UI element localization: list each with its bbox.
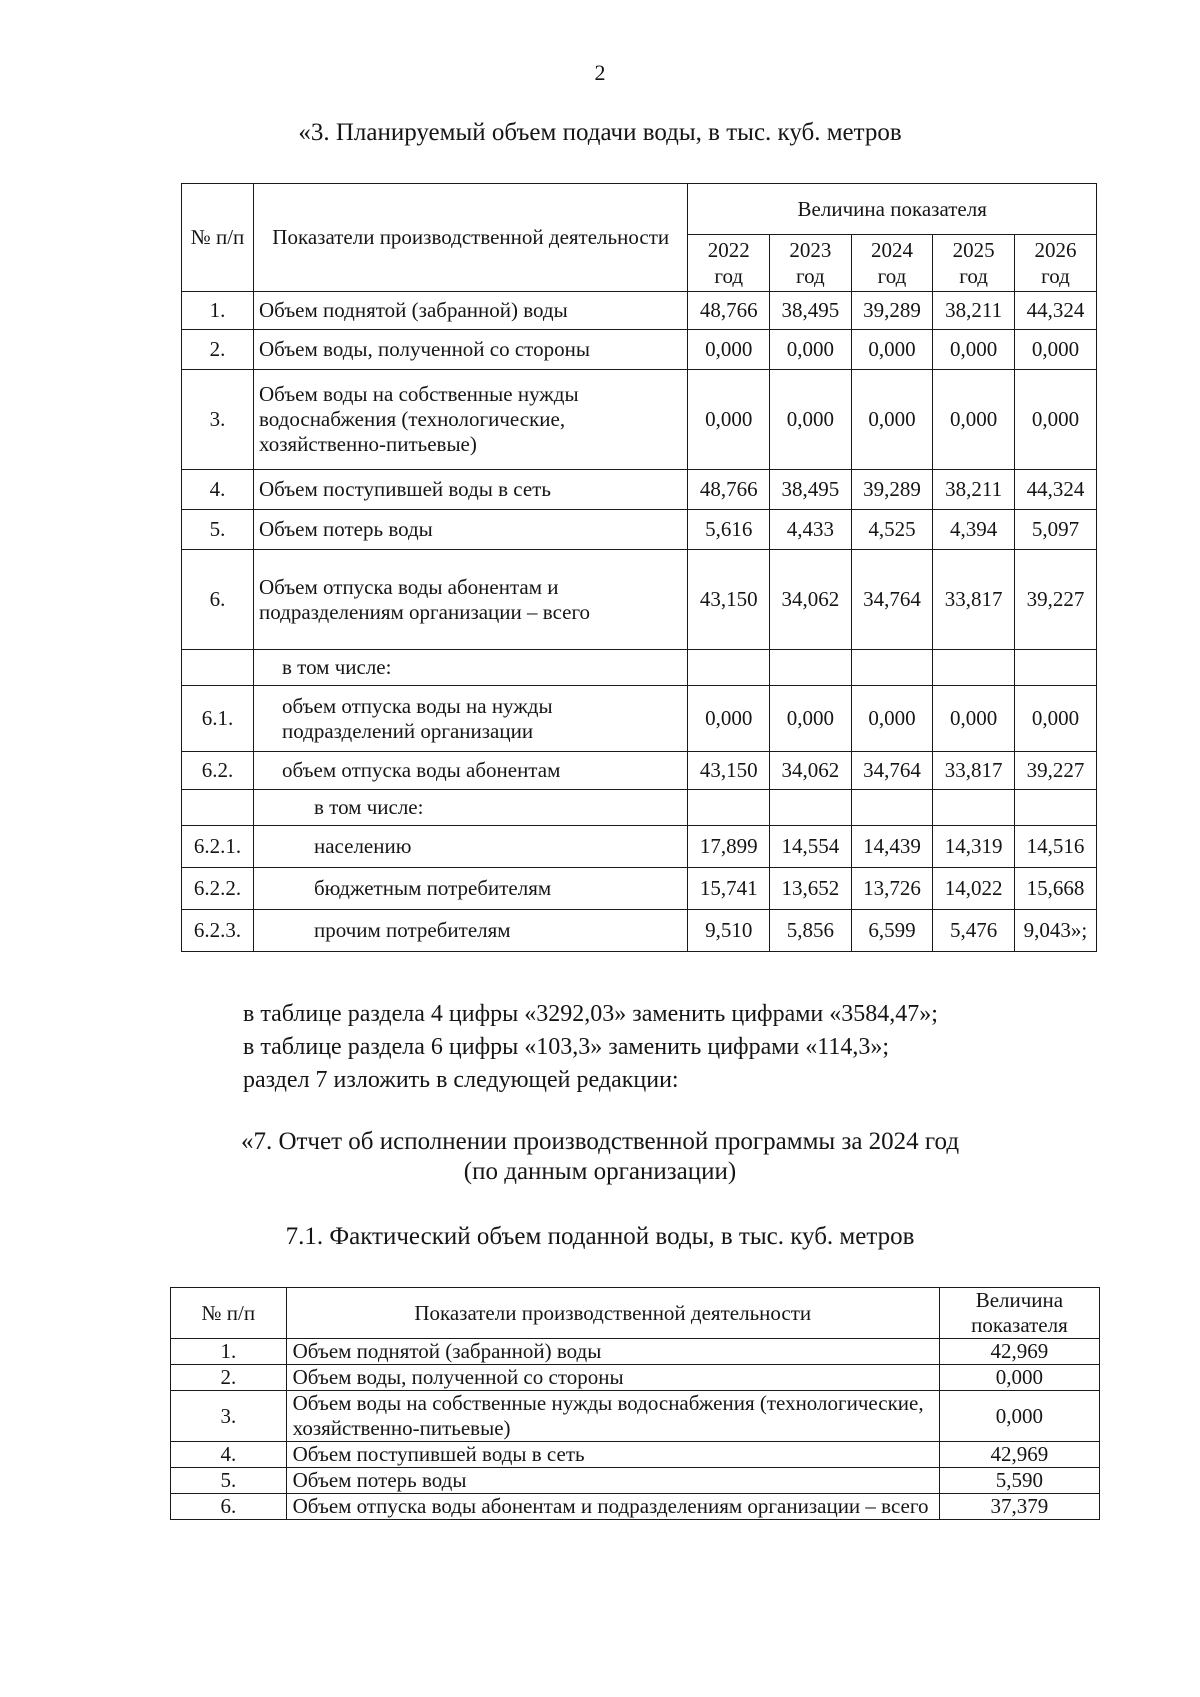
row-number: 4. [182,470,254,510]
row-value: 0,000 [1014,330,1096,370]
table-row [171,1468,1100,1494]
row-number: 4. [171,1442,287,1468]
amendment-line: в таблице раздела 6 цифры «103,3» заменить цифрами «114,3»; [243,1034,890,1060]
row-indicator: в том числе: [254,790,688,826]
row-value: 0,000 [851,370,933,470]
row-number [182,790,254,826]
row-number: 2. [182,330,254,370]
row-value [933,650,1015,686]
row-value [851,650,933,686]
row-number: 1. [171,1339,287,1365]
row-value: 5,097 [1014,510,1096,550]
row-value: 43,150 [688,752,770,790]
row-value: 0,000 [933,686,1015,752]
header-year-number: 2024 [870,238,913,262]
table-row [182,910,1097,952]
section-7-title [0,1127,1200,1187]
row-value: 4,433 [770,510,852,550]
row-value: 5,616 [688,510,770,550]
row-value: 9,510 [688,910,770,952]
row-number: 6. [171,1494,287,1520]
header-indicator: Показатели производственной деятельности [286,1288,939,1339]
row-value: 42,969 [939,1339,1099,1365]
row-number: 3. [171,1391,287,1442]
amendment-line: в таблице раздела 4 цифры «3292,03» заменить цифрами «3584,47»; [243,1001,938,1027]
table-row [182,510,1097,550]
row-value: 38,495 [770,470,852,510]
row-value: 34,764 [851,550,933,650]
row-value: 37,379 [939,1494,1099,1520]
header-year-unit: год [959,264,988,288]
row-value: 33,817 [933,550,1015,650]
header-year-number: 2023 [789,238,832,262]
row-value: 38,495 [770,292,852,330]
row-value: 0,000 [851,330,933,370]
row-number: 6.1. [182,686,254,752]
table-row [182,790,1097,826]
row-value: 0,000 [770,686,852,752]
row-value: 0,000 [851,686,933,752]
table-row [182,686,1097,752]
header-indicator: Показатели производственной деятельности [254,184,688,292]
table-row [171,1339,1100,1365]
row-value [1014,790,1096,826]
table-row [182,826,1097,868]
row-indicator: прочим потребителям [254,910,688,952]
row-indicator: населению [254,826,688,868]
table-row [182,650,1097,686]
row-value: 48,766 [688,292,770,330]
row-number: 3. [182,370,254,470]
row-number [182,650,254,686]
header-num: № п/п [171,1288,287,1339]
row-indicator: Объем отпуска воды абонентам и подразделениям организации – всего [254,550,688,650]
row-indicator: Объем воды на собственные нужды водоснабжения (технологические, хозяйственно-питьевые) [286,1391,939,1442]
row-value: 14,516 [1014,826,1096,868]
table-row [182,292,1097,330]
row-value: 14,439 [851,826,933,868]
row-value: 0,000 [688,686,770,752]
row-value: 15,668 [1014,868,1096,910]
amendments [243,998,938,1097]
row-value: 44,324 [1014,292,1096,330]
row-value: 42,969 [939,1442,1099,1468]
table-row [182,752,1097,790]
row-indicator: в том числе: [254,650,688,686]
section-7-title-line: «7. Отчет об исполнении производственной программы за 2024 год [240,1128,960,1155]
header-year-unit: год [714,264,744,288]
row-value: 0,000 [1014,370,1096,470]
row-value: 14,319 [933,826,1015,868]
row-value: 15,741 [688,868,770,910]
row-value: 48,766 [688,470,770,510]
row-number: 6.2.1. [182,826,254,868]
row-value [851,790,933,826]
row-value: 5,590 [939,1468,1099,1494]
section-7-1-title: 7.1. Фактический объем поданной воды, в тыс. куб. метров [285,1223,915,1250]
row-value [933,790,1015,826]
row-value: 34,764 [851,752,933,790]
row-value [770,790,852,826]
row-indicator: Объем поднятой (забранной) воды [254,292,688,330]
header-year [933,235,1015,292]
header-year-number: 2025 [952,238,995,262]
row-number: 2. [171,1365,287,1391]
row-value: 34,062 [770,752,852,790]
row-value [770,650,852,686]
row-indicator: Объем потерь воды [254,510,688,550]
header-year [851,235,933,292]
row-value: 39,227 [1014,752,1096,790]
row-value: 17,899 [688,826,770,868]
header-year [770,235,852,292]
row-number: 6.2. [182,752,254,790]
row-indicator: Объем воды, полученной со стороны [254,330,688,370]
row-indicator: Объем поднятой (забранной) воды [286,1339,939,1365]
section-3-title: «3. Планируемый объем подачи воды, в тыс. куб. метров [298,119,902,146]
row-value [688,790,770,826]
row-value: 38,211 [933,470,1015,510]
row-value: 34,062 [770,550,852,650]
page-number: 2 [594,60,606,85]
row-number: 6.2.3. [182,910,254,952]
row-indicator: Объем поступившей воды в сеть [286,1442,939,1468]
header-year-number: 2026 [1034,238,1077,262]
row-number: 5. [182,510,254,550]
row-value: 4,525 [851,510,933,550]
row-value: 0,000 [688,370,770,470]
row-value: 0,000 [939,1391,1099,1442]
header-year-number: 2022 [707,238,750,262]
row-value: 0,000 [1014,686,1096,752]
row-value: 0,000 [688,330,770,370]
row-number: 5. [171,1468,287,1494]
row-value: 4,394 [933,510,1015,550]
table-row [182,330,1097,370]
row-value: 0,000 [770,330,852,370]
row-indicator: Объем воды, полученной со стороны [286,1365,939,1391]
header-num: № п/п [182,184,254,292]
row-number: 6. [182,550,254,650]
row-number: 6.2.2. [182,868,254,910]
row-value: 39,289 [851,292,933,330]
row-value: 44,324 [1014,470,1096,510]
row-indicator: бюджетным потребителям [254,868,688,910]
header-year-unit: год [877,264,907,288]
header-value: Величина показателя [939,1288,1099,1339]
row-value: 0,000 [939,1365,1099,1391]
row-value: 13,726 [851,868,933,910]
header-year-unit: год [796,264,825,288]
row-value: 33,817 [933,752,1015,790]
header-value-group: Величина показателя [688,184,1097,235]
row-value: 5,856 [770,910,852,952]
row-value: 14,022 [933,868,1015,910]
row-value: 43,150 [688,550,770,650]
row-value: 6,599 [851,910,933,952]
row-value [688,650,770,686]
table-row [171,1391,1100,1442]
row-value: 0,000 [770,370,852,470]
row-indicator: Объем воды на собственные нужды водоснабжения (технологические, хозяйственно-питьевые) [254,370,688,470]
table-row [171,1442,1100,1468]
section-7-title-line: (по данным организации) [463,1158,737,1185]
actual-water-supply-table [170,1287,1100,1520]
row-indicator: объем отпуска воды на нужды подразделений организации [254,686,688,752]
row-value: 9,043»; [1014,910,1096,952]
table-row [171,1494,1100,1520]
table-row [171,1365,1100,1391]
row-indicator: объем отпуска воды абонентам [254,752,688,790]
row-value: 38,211 [933,292,1015,330]
header-year [688,235,770,292]
row-value: 0,000 [933,330,1015,370]
row-value: 39,289 [851,470,933,510]
table-row [182,868,1097,910]
header-year-unit: год [1041,264,1070,288]
row-value: 13,652 [770,868,852,910]
row-value: 0,000 [933,370,1015,470]
table-row [182,370,1097,470]
amendment-line: раздел 7 изложить в следующей редакции: [243,1067,679,1093]
row-indicator: Объем потерь воды [286,1468,939,1494]
row-number: 1. [182,292,254,330]
row-value: 39,227 [1014,550,1096,650]
row-indicator: Объем отпуска воды абонентам и подразделениям организации – всего [286,1494,939,1520]
table-row [182,550,1097,650]
row-value: 14,554 [770,826,852,868]
row-indicator: Объем поступившей воды в сеть [254,470,688,510]
row-value: 5,476 [933,910,1015,952]
row-value [1014,650,1096,686]
planned-water-supply-table [181,183,1097,952]
header-year [1014,235,1096,292]
table-row [182,470,1097,510]
